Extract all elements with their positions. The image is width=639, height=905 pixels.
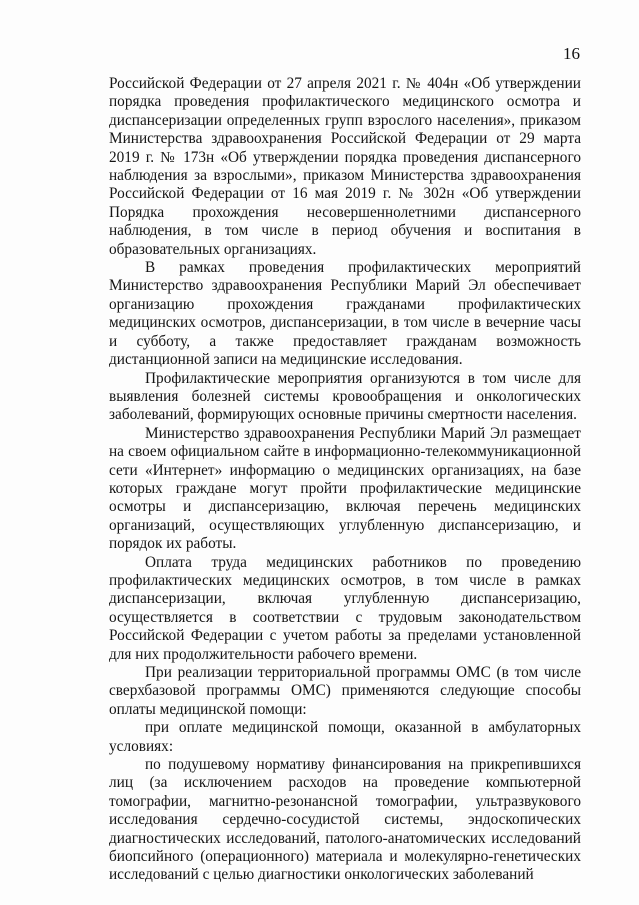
paragraph-preventive-measures: В рамках проведения профилактических мероприятий Министерство здравоохранения Республики Марий Эл обеспечивает организацию прохождения гражданами профилактических медицинских осмотров, диспансеризации, в том числе в вечерние часы и субботу, а также предоставляет гражданам возможность дистанционной записи на медицинские исследования. [109, 259, 581, 369]
paragraph-orders-references: Российской Федерации от 27 апреля 2021 г. № 404н «Об утверждении порядка проведения профилактического медицинского осмотра и диспансеризации определенных групп взрослого населения», приказом Министерства здравоохранения Российской Федерации от 29 марта 2019 г. № 173н «Об утверждении порядка проведения диспансерного наблюдения за взрослыми», приказом Министерства здравоохранения Российской Федерации от 16 мая 2019 г. № 302н «Об утверждении Порядка прохождения несовершеннолетними диспансерного наблюдения, в том числе в период обучения и воспитания в образовательных организациях. [109, 75, 581, 258]
document-body [109, 75, 581, 885]
paragraph-per-capita-standard: по подушевому нормативу финансирования на прикрепившихся лиц (за исключением расходов на проведение компьютерной томографии, магнитно-резонансной томографии, ультразвукового исследования сердечно-сосудистой системы, эндоскопических диагностических исследований, патолого-анатомических исследований биопсийного (операционного) материала и молекулярно-генетических исследований с целью диагностики онкологических заболеваний [109, 756, 581, 884]
paragraph-disease-detection: Профилактические мероприятия организуются в том числе для выявления болезней системы кровообращения и онкологических заболеваний, формирующих основные причины смертности населения. [109, 369, 581, 424]
paragraph-labor-payment: Оплата труда медицинских работников по проведению профилактических медицинских осмотров, в том числе в рамках диспансеризации, включая углубленную диспансеризацию, осуществляется в соответствии с трудовым законодательством Российской Федерации с учетом работы за пределами установленной для них продолжительности рабочего времени. [109, 553, 581, 663]
paragraph-outpatient-conditions: при оплате медицинской помощи, оказанной в амбулаторных условиях: [109, 719, 581, 755]
paragraph-payment-methods: При реализации территориальной программы ОМС (в том числе сверхбазовой программы ОМС) применяются следующие способы оплаты медицинской помощи: [109, 664, 581, 718]
page-number: 16 [563, 44, 580, 63]
paragraph-ministry-website: Министерство здравоохранения Республики Марий Эл размещает на своем официальном сайте в информационно-телекоммуникационной сети «Интернет» информацию о медицинских организациях, на базе которых граждане могут пройти профилактические медицинские осмотры и диспансеризацию, включая перечень медицинских организаций, осуществляющих углубленную диспансеризацию, и порядок их работы. [109, 424, 581, 553]
